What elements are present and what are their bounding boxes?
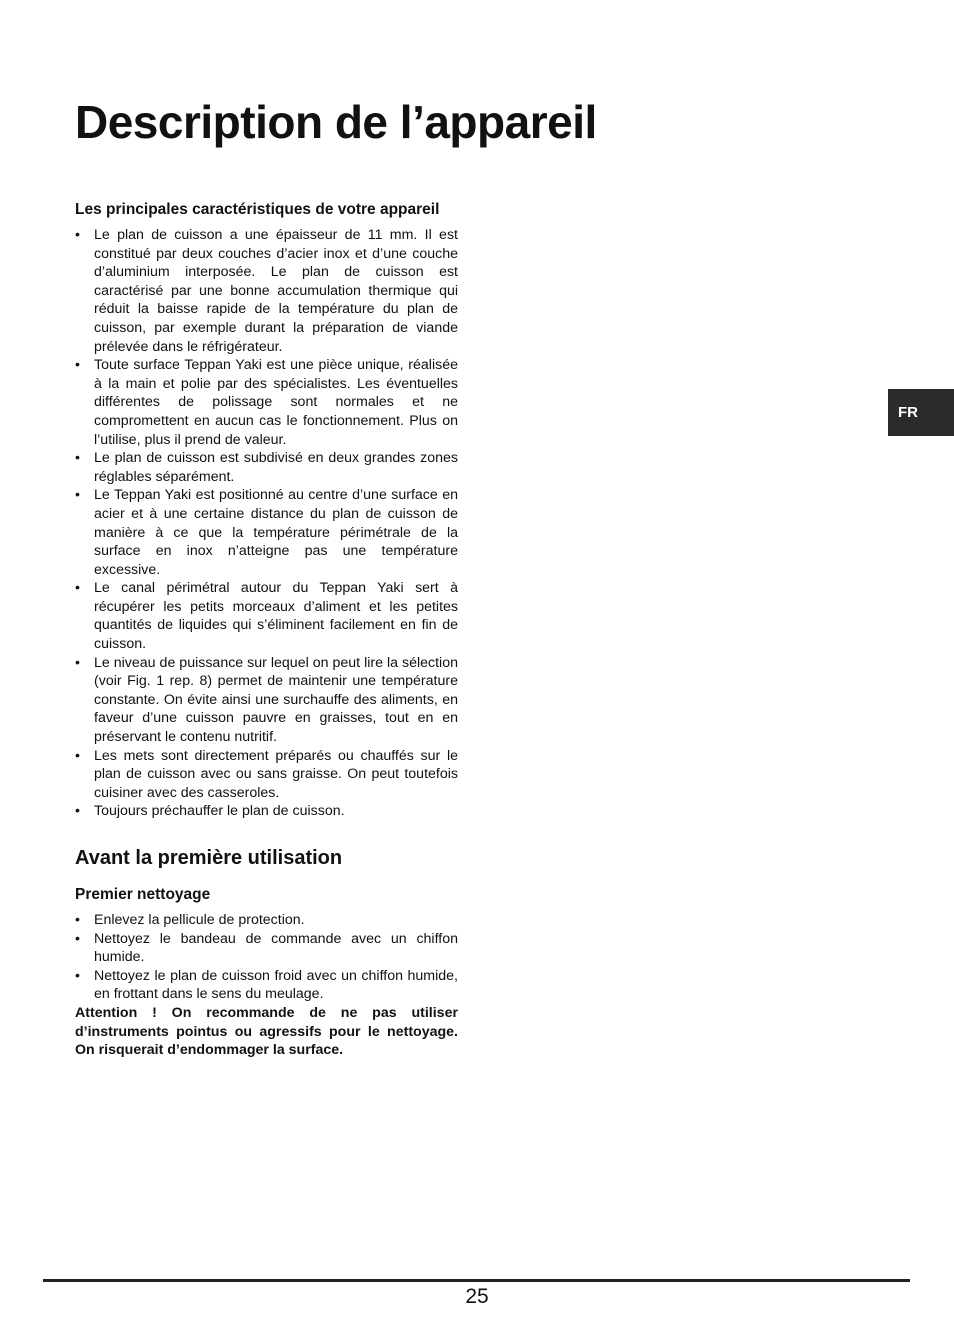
features-list <box>75 226 458 821</box>
list-item: • Enlevez la pellicule de protection. <box>75 911 458 930</box>
list-item: • Nettoyez le plan de cuisson froid avec un chiffon humide, en frottant dans le sens du meulage. <box>75 967 458 1004</box>
list-item: • Le Teppan Yaki est positionné au centre d’une surface en acier et à une certaine distance du plan de cuisson de manière à ce que la température périmétrale de la surface en inox n’atteigne pas une température excessive. <box>75 486 458 579</box>
list-item: • Les mets sont directement préparés ou chauffés sur le plan de cuisson avec ou sans graisse. On peut toutefois cuisiner avec des casseroles. <box>75 747 458 803</box>
list-item: • Nettoyez le bandeau de commande avec un chiffon humide. <box>75 930 458 967</box>
first-use-heading: Avant la première utilisation <box>75 847 343 869</box>
warning-note: Attention ! On recommande de ne pas utiliser d’instruments pointus ou agressifs pour le nettoyage. On risquerait d’endommager la surface. <box>75 1004 458 1059</box>
footer-rule <box>43 1279 910 1282</box>
page-title: Description de l’appareil <box>75 96 597 148</box>
list-item: • Le plan de cuisson a une épaisseur de 11 mm. Il est constitué par deux couches d’acier inox et d’une couche d’aluminium interposée. Le plan de cuisson est caractérisé par une bonne accumulation thermique qui réduit la baisse rapide de la température du plan de cuisson, par exemple durant la préparation de viande prélevée dans le réfrigérateur. <box>75 226 458 356</box>
language-tab: FR <box>888 389 954 436</box>
main-column <box>75 200 458 1060</box>
list-item: • Le plan de cuisson est subdivisé en deux grandes zones réglables séparément. <box>75 449 458 486</box>
list-item: • Toute surface Teppan Yaki est une pièce unique, réalisée à la main et polie par des spécialistes. Les éventuelles différentes de polissage sont normales et ne compromettent en aucun cas le fonctionnement. Plus on l’utilise, plus il prend de valeur. <box>75 356 458 449</box>
list-item: • Le niveau de puissance sur lequel on peut lire la sélection (voir Fig. 1 rep. 8) permet de maintenir une température constante. On évite ainsi une surchauffe des aliments, en faveur d’une cuisson pauvre en graisses, tout en en préservant le contenu nutritif. <box>75 654 458 747</box>
list-item: • Le canal périmétral autour du Teppan Yaki sert à récupérer les petits morceaux d’aliment et les petites quantités de liquides qui s’éliminent facilement en fin de cuisson. <box>75 579 458 653</box>
list-item: • Toujours préchauffer le plan de cuisson. <box>75 802 458 821</box>
first-cleaning-heading: Premier nettoyage <box>75 886 211 903</box>
cleaning-list <box>75 911 458 1004</box>
features-heading: Les principales caractéristiques de votre appareil <box>75 201 440 218</box>
page-number: 25 <box>465 1285 489 1308</box>
